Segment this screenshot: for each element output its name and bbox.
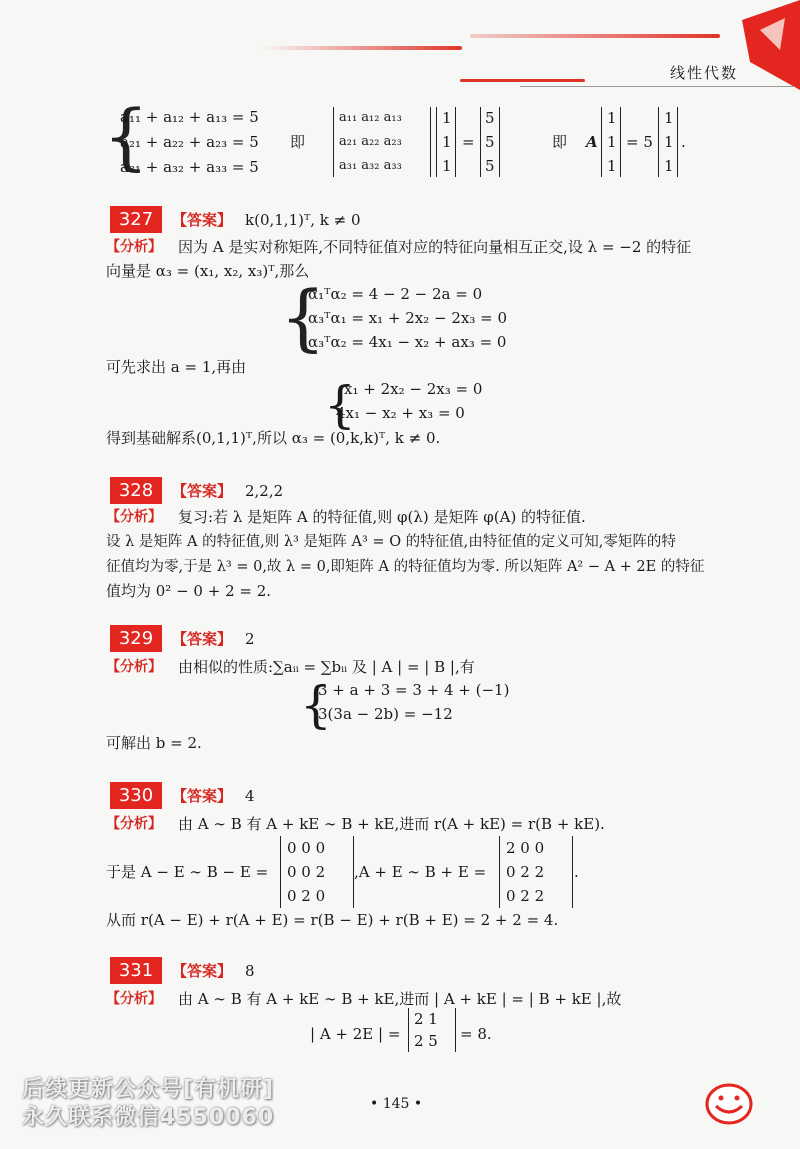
top-A-ones-1: 1 <box>607 109 617 127</box>
problem-328-line2: 设 λ 是矩阵 A 的特征值,则 λ³ 是矩阵 A³ = O 的特征值,由特征值的定义可知,零矩阵的特 <box>106 534 676 550</box>
problem-330-line1: 由 A ∼ B 有 A + kE ∼ B + kE,进而 r(A + kE) = r(B + kE). <box>178 815 605 833</box>
problem-330-end: . <box>574 863 579 881</box>
top-matrix-row3: a₃₁ a₃₂ a₃₃ <box>339 158 402 173</box>
problem-327-line2: 向量是 α₃ = (x₁, x₂, x₃)ᵀ,那么 <box>106 262 310 280</box>
problem-329-analysis-tag: 【分析】 <box>106 659 162 675</box>
problem-330-pre: 于是 A − E ∼ B − E = <box>106 863 269 881</box>
problem-329-answer-tag: 【答案】 <box>172 630 233 648</box>
problem-331-d-r2: 2 5 <box>414 1032 438 1050</box>
top-eq2: a₂₁ + a₂₂ + a₂₃ = 5 <box>120 133 259 151</box>
problem-327-line4: 得到基础解系(0,1,1)ᵀ,所以 α₃ = (0,k,k)ᵀ, k ≠ 0. <box>106 429 441 447</box>
top-rhs-ones-2: 1 <box>664 133 674 151</box>
problem-330-m2-r3: 0 2 2 <box>506 887 545 905</box>
top-matrix-row1: a₁₁ a₁₂ a₁₃ <box>339 110 402 125</box>
problem-327-t2: 4x₁ − x₂ + x₃ = 0 <box>336 404 465 422</box>
problem-329-number: 329 <box>110 625 162 652</box>
problem-328-line4: 值均为 0² − 0 + 2 = 2. <box>106 582 272 600</box>
problem-327-number: 327 <box>110 206 162 233</box>
problem-329-sys2: 3(3a − 2b) = −12 <box>318 705 453 723</box>
top-ji-2: 即 <box>552 133 568 151</box>
problem-330-answer: 4 <box>245 787 255 805</box>
top-ones-1: 1 <box>442 109 452 127</box>
top-rhs-ones-3: 1 <box>664 157 674 175</box>
problem-330-m2-r2: 0 2 2 <box>506 863 545 881</box>
problem-329-line1: 由相似的性质:∑aᵢᵢ = ∑bᵢᵢ 及 | A | = | B |,有 <box>178 658 475 676</box>
header-stripe-3 <box>460 79 585 82</box>
problem-330-m1-r1: 0 0 0 <box>287 839 326 857</box>
problem-331-number: 331 <box>110 957 162 984</box>
watermark-line-1: 后续更新公众号[有机研] <box>22 1077 275 1102</box>
top-ones-3: 1 <box>442 157 452 175</box>
problem-327-sys2: α₃ᵀα₁ = x₁ + 2x₂ − 2x₃ = 0 <box>308 309 508 327</box>
header-rule <box>520 86 795 87</box>
top-matrix-row2: a₂₁ a₂₂ a₂₃ <box>339 134 402 149</box>
problem-330-answer-tag: 【答案】 <box>172 787 233 805</box>
problem-328-answer-tag: 【答案】 <box>172 482 233 500</box>
problem-328-line1: 复习:若 λ 是矩阵 A 的特征值,则 φ(λ) 是矩阵 φ(A) 的特征值. <box>178 508 586 526</box>
problem-327-answer: k(0,1,1)ᵀ, k ≠ 0 <box>245 211 361 229</box>
problem-331-line1: 由 A ∼ B 有 A + kE ∼ B + kE,进而 | A + kE | = | B + kE |,故 <box>178 990 622 1008</box>
problem-331-pre: | A + 2E | = <box>310 1025 401 1043</box>
smiley-mascot-icon <box>704 1082 754 1126</box>
problem-330-analysis-tag: 【分析】 <box>106 816 162 832</box>
problem-330-line2: 从而 r(A − E) + r(A + E) = r(B − E) + r(B + E) = 2 + 2 = 4. <box>106 911 559 929</box>
problem-328-number: 328 <box>110 477 162 504</box>
problem-329-brace: { <box>300 676 332 734</box>
problem-331-d-r1: 2 1 <box>414 1010 438 1028</box>
problem-327-line3: 可先求出 a = 1,再由 <box>106 358 247 376</box>
problem-330-mid: ,A + E ∼ B + E = <box>354 863 487 881</box>
top-fives-3: 5 <box>485 157 495 175</box>
problem-327-sys1: α₁ᵀα₂ = 4 − 2 − 2a = 0 <box>308 285 483 303</box>
problem-327-sys3: α₃ᵀα₂ = 4x₁ − x₂ + ax₃ = 0 <box>308 333 507 351</box>
top-ji-1: 即 <box>290 133 306 151</box>
top-eq-sign: = <box>462 133 475 151</box>
problem-328-analysis-tag: 【分析】 <box>106 509 162 525</box>
page-number: • 145 • <box>370 1096 423 1112</box>
problem-328-line3: 征值均为零,于是 λ³ = 0,故 λ = 0,即矩阵 A 的特征值均为零. 所以矩阵 A² − A + 2E 的特征 <box>106 559 705 575</box>
problem-328-answer: 2,2,2 <box>245 482 284 500</box>
header-corner-logo <box>730 0 800 95</box>
problem-327-line1: 因为 A 是实对称矩阵,不同特征值对应的特征向量相互正交,设 λ = −2 的特征 <box>178 238 692 256</box>
problem-329-answer: 2 <box>245 630 255 648</box>
top-fives-2: 5 <box>485 133 495 151</box>
problem-331-answer-tag: 【答案】 <box>172 962 233 980</box>
problem-331-post: = 8. <box>460 1025 492 1043</box>
problem-331-answer: 8 <box>245 962 255 980</box>
problem-330-number: 330 <box>110 782 162 809</box>
top-eq1: a₁₁ + a₁₂ + a₁₃ = 5 <box>120 108 259 126</box>
top-A: A <box>586 133 598 151</box>
problem-329-sys1: 3 + a + 3 = 3 + 4 + (−1) <box>318 681 510 699</box>
problem-327-answer-tag: 【答案】 <box>172 211 233 229</box>
problem-330-m1-r2: 0 0 2 <box>287 863 326 881</box>
problem-327-analysis-tag: 【分析】 <box>106 239 162 255</box>
header-stripe-2 <box>470 34 720 38</box>
header-section-title: 线性代数 <box>670 64 739 82</box>
top-period: . <box>681 133 686 151</box>
top-A-ones-3: 1 <box>607 157 617 175</box>
watermark-line-2: 永久联系微信4550060 <box>22 1105 275 1130</box>
top-rhs-ones-1: 1 <box>664 109 674 127</box>
problem-330-m2-r1: 2 0 0 <box>506 839 545 857</box>
problem-331-analysis-tag: 【分析】 <box>106 991 162 1007</box>
top-eq-five: = 5 <box>626 133 653 151</box>
problem-330-m1-r3: 0 2 0 <box>287 887 326 905</box>
header-stripe-1 <box>262 46 462 50</box>
top-eq3: a₃₁ + a₃₂ + a₃₃ = 5 <box>120 158 259 176</box>
top-ones-2: 1 <box>442 133 452 151</box>
top-fives-1: 5 <box>485 109 495 127</box>
problem-327-brace2: { <box>324 376 356 434</box>
problem-327-brace1: { <box>280 275 326 359</box>
problem-327-t1: x₁ + 2x₂ − 2x₃ = 0 <box>344 380 483 398</box>
problem-329-line2: 可解出 b = 2. <box>106 734 202 752</box>
top-A-ones-2: 1 <box>607 133 617 151</box>
top-brace: { <box>103 94 149 178</box>
